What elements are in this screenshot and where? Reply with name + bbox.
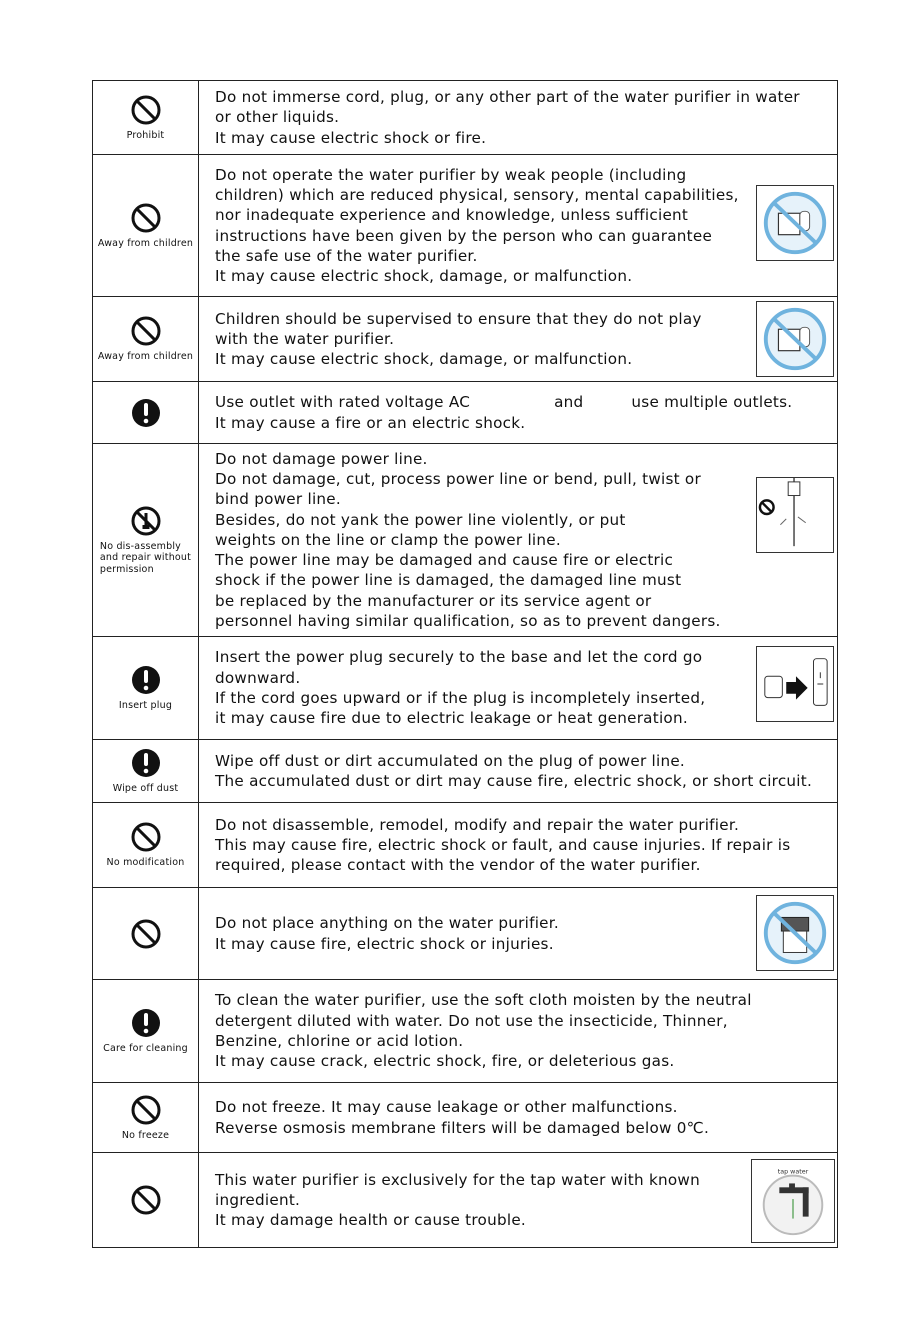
warning-text bbox=[215, 382, 827, 443]
warning-row bbox=[93, 1082, 837, 1152]
warning-row bbox=[93, 802, 837, 887]
mandatory-icon bbox=[130, 1007, 162, 1039]
warning-row bbox=[93, 296, 837, 381]
text-line: It may cause electric shock, damage, or malfunction. bbox=[215, 267, 633, 286]
prohibit-icon bbox=[130, 94, 162, 126]
warning-row bbox=[93, 1152, 837, 1247]
icon-cell bbox=[93, 297, 199, 381]
icon-label: Prohibit bbox=[126, 129, 165, 141]
text-line: personnel having similar qualification, so as to prevent dangers. bbox=[215, 612, 721, 631]
icon-label: Wipe off dust bbox=[112, 783, 179, 795]
no-disassembly-icon bbox=[130, 505, 162, 537]
icon-label: Away from children bbox=[97, 351, 194, 363]
text-line: It may cause fire, electric shock or injuries. bbox=[215, 934, 554, 953]
icon-cell bbox=[93, 740, 199, 802]
prohibit-icon bbox=[130, 821, 162, 853]
text-line: Do not operate the water purifier by weak people (including bbox=[215, 165, 687, 184]
icon-cell bbox=[93, 980, 199, 1082]
text-line: Do not immerse cord, plug, or any other part of the water purifier in water bbox=[215, 88, 800, 107]
text-line: If the cord goes upward or if the plug is incompletely inserted, bbox=[215, 689, 706, 707]
text-line: Reverse osmosis membrane filters will be damaged below 0℃. bbox=[215, 1118, 710, 1137]
text-line: To clean the water purifier, use the soft cloth moisten by the neutral bbox=[215, 991, 752, 1010]
text-line: Insert the power plug securely to the base and let the cord go bbox=[215, 648, 703, 667]
mandatory-icon bbox=[130, 747, 162, 779]
icon-cell bbox=[93, 1083, 199, 1152]
prohibit-icon bbox=[130, 1094, 162, 1126]
prohibit-icon bbox=[130, 202, 162, 234]
text-line: shock if the power line is damaged, the damaged line must bbox=[215, 571, 682, 590]
text-line: be replaced by the manufacturer or its service agent or bbox=[215, 591, 652, 610]
icon-cell bbox=[93, 803, 199, 887]
warning-row bbox=[93, 81, 837, 154]
text-line: instructions have been given by the person who can guarantee bbox=[215, 226, 713, 245]
text-line: or other liquids. bbox=[215, 108, 340, 127]
icon-cell bbox=[93, 1153, 199, 1247]
text-line: Wipe off dust or dirt accumulated on the plug of power line. bbox=[215, 751, 686, 770]
icon-cell bbox=[93, 81, 199, 154]
prohibit-icon bbox=[130, 1184, 162, 1216]
warning-text bbox=[215, 803, 827, 887]
text-line: This water purifier is exclusively for the tap water with known bbox=[215, 1170, 700, 1189]
icon-label: Care for cleaning bbox=[103, 1043, 188, 1055]
safety-warnings-table bbox=[92, 80, 838, 1248]
no-cord-damage-illustration bbox=[756, 477, 834, 553]
text-line: ingredient. bbox=[215, 1190, 301, 1209]
no-children-illustration bbox=[756, 301, 834, 377]
warning-text bbox=[215, 980, 827, 1082]
icon-cell bbox=[93, 382, 199, 443]
text-line: the safe use of the water purifier. bbox=[215, 246, 478, 265]
warning-row bbox=[93, 636, 837, 739]
icon-cell bbox=[93, 637, 199, 739]
prohibit-icon bbox=[130, 315, 162, 347]
text-line: Besides, do not yank the power line violently, or put bbox=[215, 510, 626, 529]
tap-water-caption: tap water bbox=[777, 1168, 809, 1176]
text-line: Do not freeze. It may cause leakage or other malfunctions. bbox=[215, 1098, 678, 1117]
warning-text bbox=[215, 740, 827, 802]
text-line: The power line may be damaged and cause fire or electric bbox=[215, 551, 674, 570]
and-text: and bbox=[554, 393, 584, 412]
text-line: Benzine, chlorine or acid lotion. bbox=[215, 1032, 464, 1050]
text-line: Do not damage, cut, process power line or bend, pull, twist or bbox=[215, 469, 701, 488]
text-line: This may cause fire, electric shock or fault, and cause injuries. If repair is bbox=[215, 835, 791, 854]
warning-text bbox=[215, 297, 827, 381]
text-line: nor inadequate experience and knowledge, unless sufficient bbox=[215, 206, 689, 225]
prohibit-icon bbox=[130, 918, 162, 950]
warning-text bbox=[215, 1083, 827, 1152]
warning-row bbox=[93, 979, 837, 1082]
text-line: children) which are reduced physical, sensory, mental capabilities, bbox=[215, 185, 739, 204]
voltage-text: Use outlet with rated voltage AC bbox=[215, 393, 471, 412]
text-line: It may cause a fire or an electric shock. bbox=[215, 413, 526, 432]
insert-plug-illustration bbox=[756, 646, 834, 722]
text-line: Do not disassemble, remodel, modify and repair the water purifier. bbox=[215, 815, 740, 834]
warning-row bbox=[93, 443, 837, 636]
mandatory-icon bbox=[130, 664, 162, 696]
icon-label: No modification bbox=[106, 857, 185, 869]
text-line: The accumulated dust or dirt may cause fire, electric shock, or short circuit. bbox=[215, 772, 813, 790]
text-line: bind power line. bbox=[215, 490, 341, 509]
text-line: It may damage health or cause trouble. bbox=[215, 1211, 526, 1230]
tap-water-illustration bbox=[751, 1159, 835, 1243]
icon-cell bbox=[93, 888, 199, 979]
icon-label: No dis-assembly and repair without permission bbox=[99, 540, 192, 575]
warning-row bbox=[93, 887, 837, 979]
warning-text bbox=[215, 155, 827, 296]
icon-cell bbox=[93, 155, 199, 296]
text-line: downward. bbox=[215, 668, 301, 687]
no-children-illustration bbox=[756, 185, 834, 261]
text-line: Do not place anything on the water purifier. bbox=[215, 914, 559, 933]
text-line: required, please contact with the vendor of the water purifier. bbox=[215, 856, 701, 875]
icon-label: Away from children bbox=[97, 237, 194, 249]
text-line: Do not damage power line. bbox=[215, 449, 428, 468]
text-line: detergent diluted with water. Do not use the insecticide, Thinner, bbox=[215, 1011, 728, 1030]
warning-text bbox=[215, 888, 827, 979]
mandatory-icon bbox=[130, 397, 162, 429]
icon-cell bbox=[93, 444, 199, 636]
text-line bbox=[215, 392, 827, 412]
warning-text bbox=[215, 1153, 827, 1247]
no-objects-on-top-illustration bbox=[756, 895, 834, 971]
text-line: It may cause electric shock or fire. bbox=[215, 128, 487, 147]
icon-label: No freeze bbox=[121, 1129, 170, 1141]
icon-label: Insert plug bbox=[118, 700, 173, 712]
warning-text bbox=[215, 444, 827, 636]
warning-row bbox=[93, 381, 837, 443]
text-line: It may cause crack, electric shock, fire, or deleterious gas. bbox=[215, 1052, 675, 1071]
text-line: it may cause fire due to electric leakage or heat generation. bbox=[215, 709, 688, 728]
outlets-text: use multiple outlets. bbox=[631, 393, 793, 412]
text-line: Children should be supervised to ensure that they do not play bbox=[215, 309, 702, 328]
text-line: It may cause electric shock, damage, or malfunction. bbox=[215, 350, 633, 369]
warning-row bbox=[93, 739, 837, 802]
warning-text bbox=[215, 81, 827, 154]
text-line: weights on the line or clamp the power line. bbox=[215, 530, 561, 549]
text-line: with the water purifier. bbox=[215, 329, 395, 348]
warning-text bbox=[215, 637, 827, 739]
warning-row bbox=[93, 154, 837, 296]
